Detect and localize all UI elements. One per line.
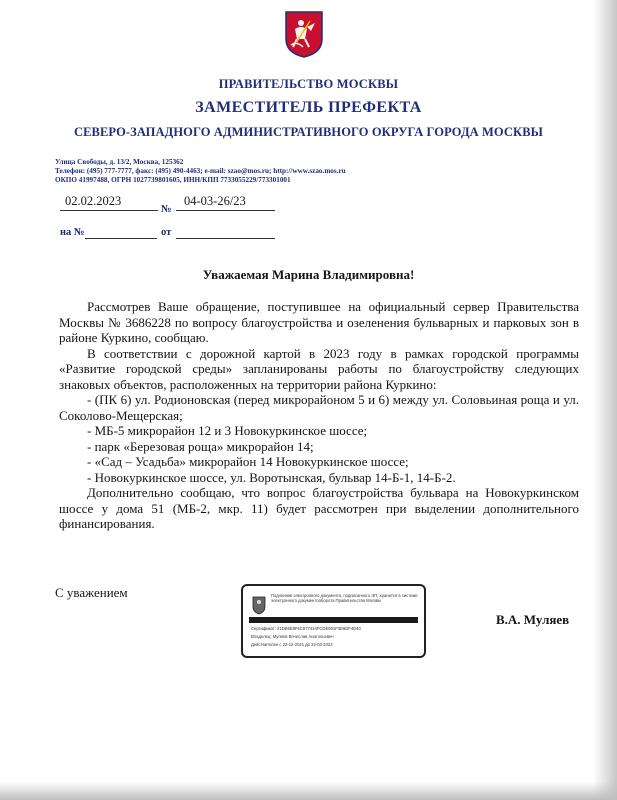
- stamp-notice: Подлинник электронного документа, подписанного ЭП, хранится в системе электронного документооборота Правительства Москвы: [271, 593, 418, 603]
- electronic-signature-stamp: [241, 584, 426, 658]
- contacts-line: Телефон: (495) 777-7777, факс: (495) 490-4463; e-mail: szao@mos.ru; http://www.szao.mos.ru: [55, 167, 346, 175]
- reference-from-label: от: [161, 227, 172, 238]
- paragraph-roadmap: В соответствии с дорожной картой в 2023 году в рамках городской программы «Развитие городской среды» запланированы работы по благоустройству следующих знаковых объектов, расположенных на территории района Куркино:: [59, 345, 579, 392]
- stamp-owner: Владелец: Муляев Вячеслав Анатольевич: [251, 634, 334, 639]
- reference-number-label: на №: [60, 227, 85, 238]
- paragraph-additional: Дополнительно сообщаю, что вопрос благоустройства бульвара на Новокуркинском шоссе у дома 51 (МБ-2, мкр. 11) будет рассмотрен при выделении дополнительного финансирования.: [59, 485, 579, 531]
- registration-date: 02.02.2023: [65, 194, 122, 208]
- stamp-bar: [249, 617, 418, 623]
- signatory-name: В.А. Муляев: [496, 612, 570, 627]
- address-line: Улица Свободы, д. 13/2, Москва, 125362: [55, 158, 184, 166]
- registration-number: 04-03-26/23: [184, 194, 246, 208]
- list-item: - (ПК 6) ул. Родионовская (перед микрорайоном 5 и 6) между ул. Соловьиная роща и ул. Соколово-Мещерская;: [59, 392, 579, 423]
- stamp-validity: Действителен с 22-12-2021 до 22-03-2023: [251, 642, 333, 647]
- page-edge-shadow: [593, 0, 617, 800]
- list-item: - МБ-5 микрорайон 12 и 3 Новокуркинское шоссе;: [87, 423, 368, 438]
- list-item: - «Сад – Усадьба» микрорайон 14 Новокуркинское шоссе;: [87, 454, 409, 469]
- position-header: ЗАМЕСТИТЕЛЬ ПРЕФЕКТА: [195, 99, 422, 116]
- number-mark: №: [161, 204, 172, 215]
- salutation: Уважаемая Марина Владимировна!: [202, 267, 415, 282]
- closing-phrase: С уважением: [55, 585, 128, 600]
- stamp-certificate: Сертификат: 21DE6E6F6C677414FCDE901F3E6DF4D40: [251, 626, 361, 631]
- letter-body: [59, 299, 579, 532]
- moscow-coat-of-arms-icon: [283, 9, 325, 59]
- government-header: ПРАВИТЕЛЬСТВО МОСКВЫ: [218, 77, 399, 91]
- moscow-emblem-icon: [252, 596, 266, 615]
- list-item: - парк «Березовая роща» микрорайон 14;: [87, 438, 314, 454]
- registry-codes-line: ОКПО 41997488, ОГРН 1027739801605, ИНН/КПП 7733055229/773301001: [55, 176, 291, 184]
- paragraph-request: Рассмотрев Ваше обращение, поступившее на официальный сервер Правительства Москвы № 3686228 по вопросу благоустройства и озеленения бульварных и парковых зон в районе Куркино, сообщаю.: [59, 299, 579, 345]
- district-header: СЕВЕРО-ЗАПАДНОГО АДМИНИСТРАТИВНОГО ОКРУГА ГОРОДА МОСКВЫ: [73, 125, 544, 139]
- list-item: - Новокуркинское шоссе, ул. Воротынская, бульвар 14-Б-1, 14-Б-2.: [87, 469, 456, 485]
- page-bottom-shadow: [0, 782, 617, 800]
